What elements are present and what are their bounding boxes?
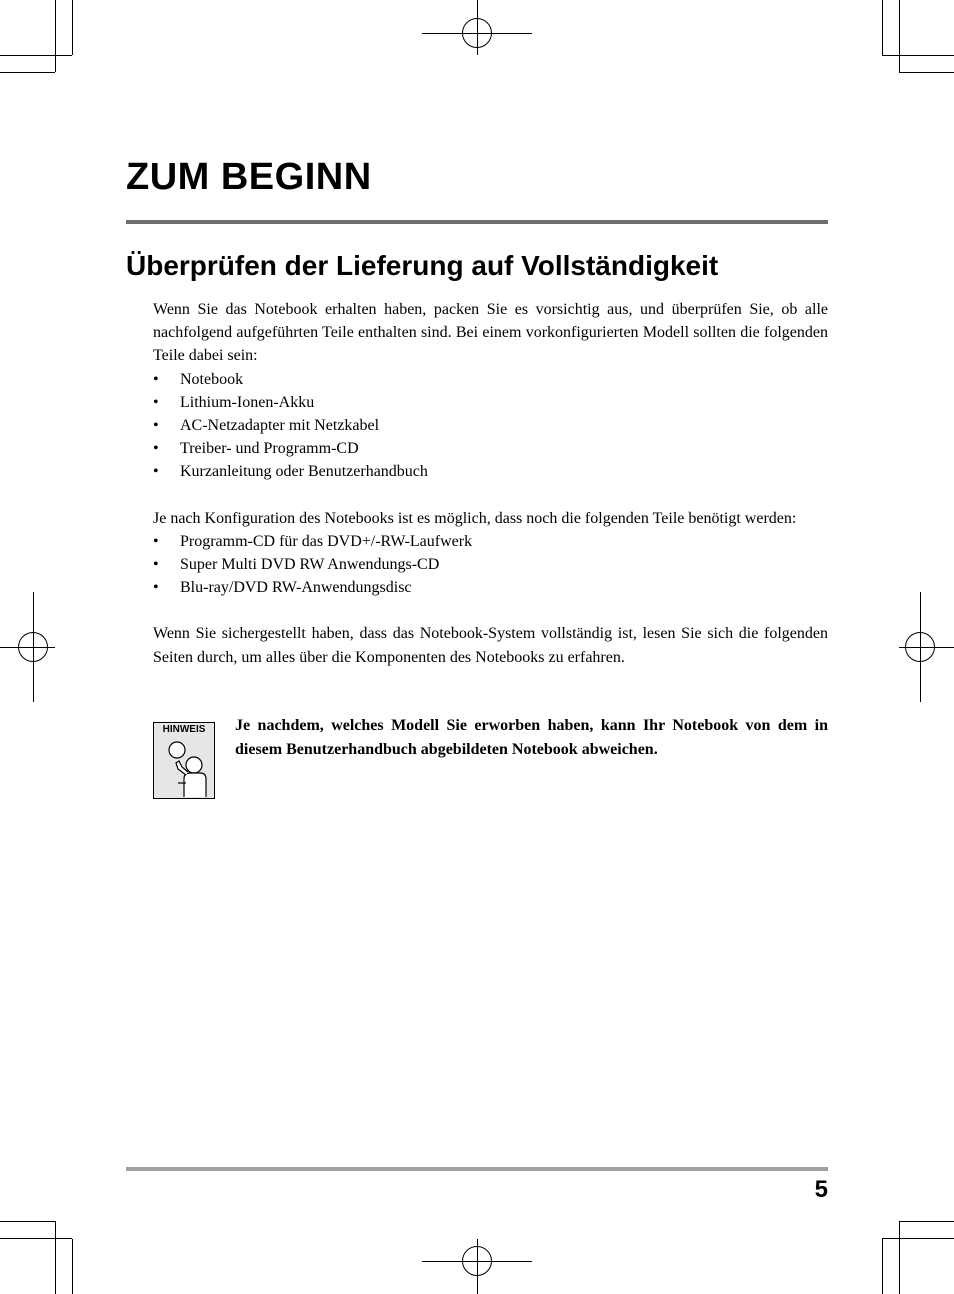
list-item: • Programm-CD für das DVD+/-RW-Laufwerk [153, 530, 828, 553]
registration-mark [462, 18, 492, 48]
crop-mark [882, 1239, 883, 1294]
list-item: • Treiber- und Programm-CD [153, 437, 828, 460]
closing-paragraph: Wenn Sie sichergestellt haben, dass das Notebook-System vollständig ist, lesen Sie sich die folgenden Seiten durch, um alles über die Komponenten des Notebooks zu erfahren. [153, 625, 828, 666]
list-item: • Lithium-Ionen-Akku [153, 391, 828, 414]
chapter-title: ZUM BEGINN [126, 156, 372, 198]
crop-mark [882, 55, 954, 56]
crop-mark [882, 0, 883, 55]
crop-mark [0, 1238, 72, 1239]
header-divider [126, 220, 828, 224]
intro-paragraph: Wenn Sie das Notebook erhalten haben, packen Sie es vorsichtig aus, und überprüfen Sie, ob alle nachfolgend aufgeführten Teile enthalten sind. Bei einem vorkonfigurierten Modell sollten die folgenden Teile dabei sein: [153, 301, 828, 365]
registration-mark [18, 632, 48, 662]
page-number: 5 [814, 1176, 828, 1203]
crop-mark [899, 72, 954, 73]
footer-divider [126, 1167, 828, 1171]
crop-mark [899, 0, 900, 72]
crop-mark [882, 1238, 954, 1239]
crop-mark [55, 0, 56, 72]
crop-mark [0, 55, 72, 56]
crop-mark [899, 1221, 954, 1222]
crop-mark [72, 1239, 73, 1294]
hint-person-icon [153, 722, 215, 799]
crop-mark [55, 1221, 56, 1294]
note-label: HINWEIS [162, 724, 206, 735]
registration-mark [462, 1246, 492, 1276]
list-item: • Super Multi DVD RW Anwendungs-CD [153, 553, 828, 576]
crop-mark [0, 72, 55, 73]
registration-mark [905, 632, 935, 662]
crop-mark [72, 0, 73, 55]
list-item: • Kurzanleitung oder Benutzerhandbuch [153, 460, 828, 483]
list-item: • Notebook [153, 368, 828, 391]
standard-items-list [153, 368, 828, 484]
optional-items-list [153, 530, 828, 600]
list-item: • AC-Netzadapter mit Netzkabel [153, 414, 828, 437]
crop-mark [899, 1221, 900, 1294]
crop-mark [0, 1221, 55, 1222]
section-title: Überprüfen der Lieferung auf Vollständigkeit [126, 250, 719, 281]
optional-intro-paragraph: Je nach Konfiguration des Notebooks ist es möglich, dass noch die folgenden Teile benötigt werden: [153, 509, 797, 527]
list-item: • Blu-ray/DVD RW-Anwendungsdisc [153, 576, 828, 599]
main-content [153, 298, 828, 669]
note-text: Je nachdem, welches Modell Sie erworben haben, kann Ihr Notebook von dem in diesem Benutzerhandbuch abgebildeten Notebook abweichen. [235, 717, 828, 758]
